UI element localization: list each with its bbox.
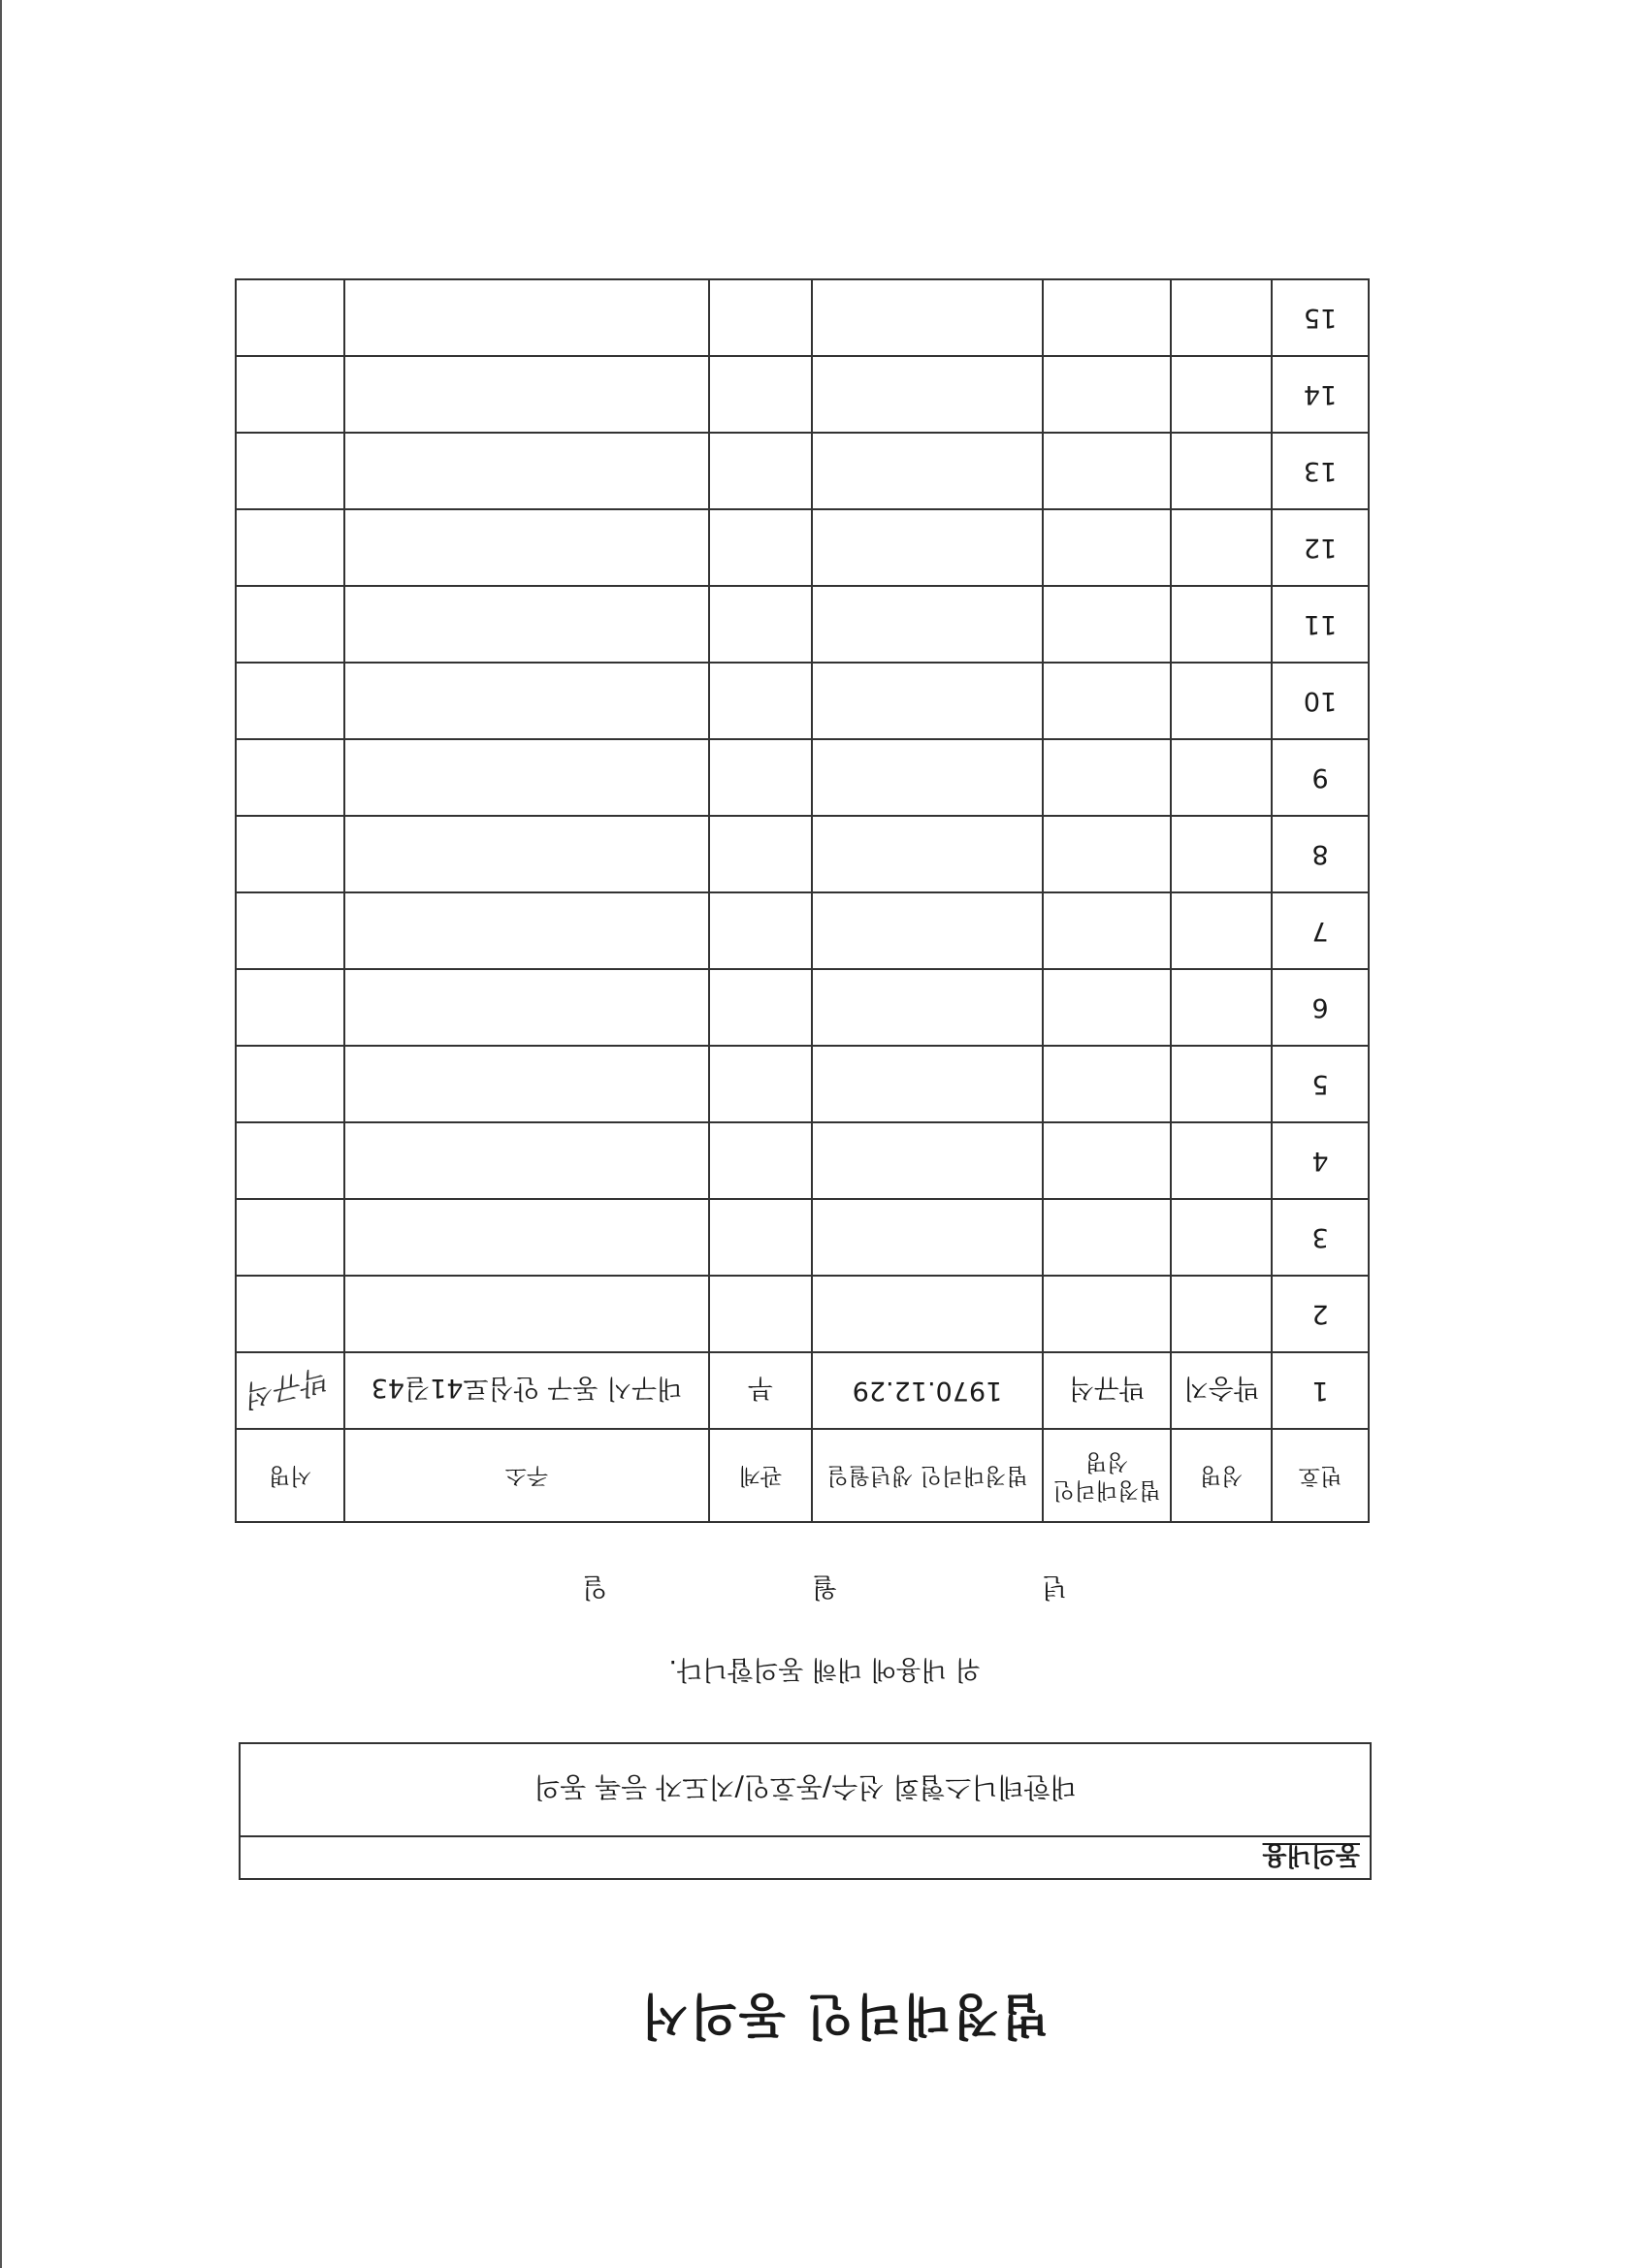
header-name: 성명 [1171,1429,1272,1522]
signature-cell [236,356,344,433]
table-row [236,1122,1369,1199]
player-name-cell [1171,1199,1272,1276]
table-row [236,739,1369,816]
address-cell: 대구시 동구 안심로41길43 [344,1352,709,1429]
player-name-cell: 박승지 [1171,1352,1272,1429]
guardian-name-cell [1043,739,1171,816]
table-row [236,279,1369,356]
row-number-cell: 15 [1272,279,1369,356]
guardian-name-cell [1043,509,1171,586]
relation-cell [709,279,812,356]
relation-cell [709,816,812,892]
row-number-cell: 12 [1272,509,1369,586]
address-cell [344,1122,709,1199]
row-number-cell: 7 [1272,892,1369,969]
signature-cell [236,509,344,586]
date-month-label: 월 [811,1571,838,1602]
guardian-name-cell [1043,816,1171,892]
table-row [236,433,1369,509]
relation-cell [709,1199,812,1276]
table-header-row [236,1429,1369,1522]
date-day-label: 일 [582,1571,608,1602]
document-title: 법정대리인 동의서 [639,1988,1049,2044]
player-name-cell [1171,816,1272,892]
row-number-cell: 2 [1272,1276,1369,1352]
guardian-name-cell [1043,892,1171,969]
address-cell [344,1046,709,1122]
signature-cell [236,433,344,509]
player-name-cell [1171,586,1272,663]
relation-cell [709,892,812,969]
address-cell [344,816,709,892]
guardian-birth-cell [812,279,1043,356]
player-name-cell [1171,279,1272,356]
guardian-birth-cell [812,509,1043,586]
guardian-name-cell [1043,1276,1171,1352]
signature-cell [236,1352,344,1429]
address-cell [344,433,709,509]
player-name-cell [1171,433,1272,509]
guardian-birth-cell [812,816,1043,892]
guardian-name-cell [1043,1199,1171,1276]
consent-header: 동의내용 [241,1835,1370,1878]
guardian-birth-cell [812,1276,1043,1352]
row-number-cell: 11 [1272,586,1369,663]
guardian-name-cell [1043,969,1171,1046]
date-year-label: 년 [1041,1571,1067,1602]
guardian-birth-cell [812,739,1043,816]
signature-cell [236,969,344,1046]
table-row [236,969,1369,1046]
table-row [236,816,1369,892]
address-cell [344,892,709,969]
player-name-cell [1171,509,1272,586]
guardian-name-cell [1043,663,1171,739]
table-row [236,509,1369,586]
relation-cell [709,1122,812,1199]
guardian-birth-cell [812,1199,1043,1276]
signature-cell [236,1199,344,1276]
signature-cell [236,279,344,356]
scan-edge-line [0,0,2,2268]
player-name-cell [1171,969,1272,1046]
table-row [236,356,1369,433]
guardian-birth-cell: 1970.12.29 [812,1352,1043,1429]
row-number-cell: 13 [1272,433,1369,509]
player-name-cell [1171,663,1272,739]
table-row [236,1352,1369,1429]
guardian-name-cell: 박규석 [1043,1352,1171,1429]
row-number-cell: 3 [1272,1199,1369,1276]
relation-cell [709,663,812,739]
table-row [236,1046,1369,1122]
address-cell [344,663,709,739]
signature-cell [236,1046,344,1122]
address-cell [344,356,709,433]
address-cell [344,1199,709,1276]
guardian-name-cell [1043,279,1171,356]
relation-cell: 부 [709,1352,812,1429]
relation-cell [709,433,812,509]
signature-cell [236,739,344,816]
table-row [236,892,1369,969]
guardian-birth-cell [812,1122,1043,1199]
row-number-cell: 1 [1272,1352,1369,1429]
guardian-birth-cell [812,586,1043,663]
guardian-birth-cell [812,892,1043,969]
row-number-cell: 5 [1272,1046,1369,1122]
header-guardian-name: 법정대리인 성명 [1043,1429,1171,1522]
header-relation: 관계 [709,1429,812,1522]
row-number-cell: 8 [1272,816,1369,892]
relation-cell [709,356,812,433]
header-guardian-birth: 법정대리인 생년월일 [812,1429,1043,1522]
signature-cell [236,1122,344,1199]
relation-cell [709,1276,812,1352]
signature-cell [236,663,344,739]
header-number: 번호 [1272,1429,1369,1522]
row-number-cell: 4 [1272,1122,1369,1199]
guardian-name-cell [1043,586,1171,663]
row-number-cell: 6 [1272,969,1369,1046]
player-name-cell [1171,356,1272,433]
guardian-birth-cell [812,1046,1043,1122]
relation-cell [709,586,812,663]
address-cell [344,279,709,356]
header-signature: 서명 [236,1429,344,1522]
consent-box [239,1742,1372,1880]
guardian-birth-cell [812,433,1043,509]
guardian-name-cell [1043,356,1171,433]
guardian-birth-cell [812,663,1043,739]
guardian-name-cell [1043,1046,1171,1122]
guardian-birth-cell [812,356,1043,433]
header-address: 주소 [344,1429,709,1522]
signature-cell [236,586,344,663]
relation-cell [709,1046,812,1122]
signature-cell [236,816,344,892]
address-cell [344,1276,709,1352]
guardian-table [235,278,1370,1523]
handwritten-signature: 박규석 [244,1361,335,1413]
guardian-birth-cell [812,969,1043,1046]
guardian-name-cell [1043,1122,1171,1199]
row-number-cell: 9 [1272,739,1369,816]
address-cell [344,969,709,1046]
consent-text: 대한테니스협회 선수/동호인/지도자 등록 동의 [534,1771,1077,1803]
table-row [236,586,1369,663]
table-row [236,1199,1369,1276]
row-number-cell: 10 [1272,663,1369,739]
relation-cell [709,739,812,816]
player-name-cell [1171,892,1272,969]
player-name-cell [1171,739,1272,816]
player-name-cell [1171,1122,1272,1199]
agree-statement: 위 내용에 대해 동의합니다. [668,1654,981,1684]
player-name-cell [1171,1276,1272,1352]
address-cell [344,509,709,586]
row-number-cell: 14 [1272,356,1369,433]
relation-cell [709,509,812,586]
player-name-cell [1171,1046,1272,1122]
relation-cell [709,969,812,1046]
signature-cell [236,1276,344,1352]
signature-cell [236,892,344,969]
address-cell [344,739,709,816]
guardian-name-cell [1043,433,1171,509]
address-cell [344,586,709,663]
table-row [236,1276,1369,1352]
date-line [485,1571,1164,1608]
table-row [236,663,1369,739]
